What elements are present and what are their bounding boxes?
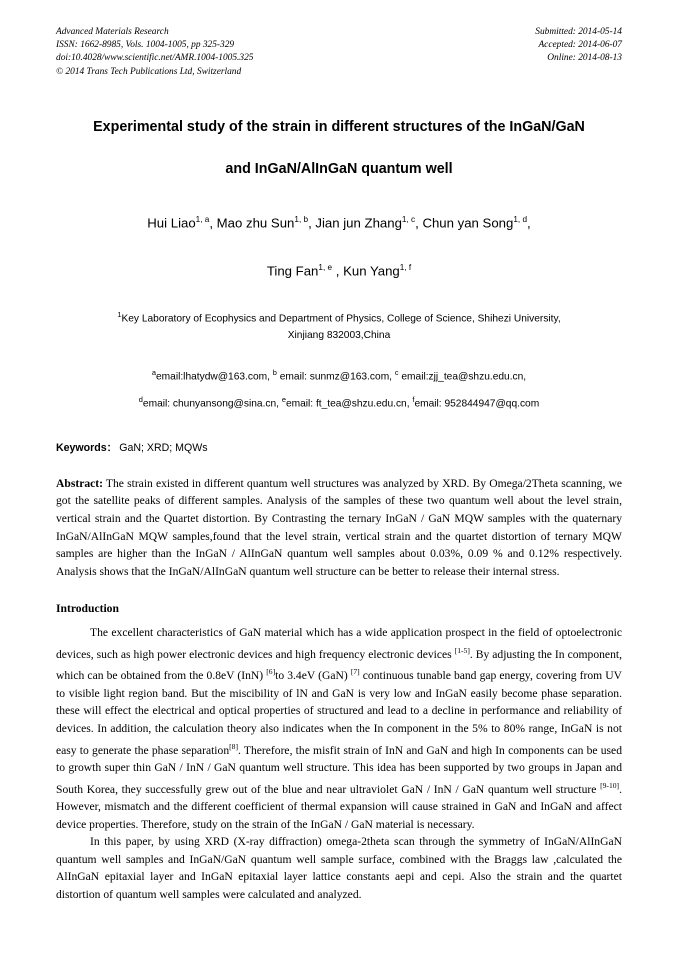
author-sep: , [527, 215, 531, 231]
author-name: Hui Liao [147, 215, 196, 231]
intro-text-d: continuous tunable band gap energy, covering from UV to visible light region band. But the miscibility of lN and GaN is very low and InGaN easily become phase separation. these will effect the electrical and optical properties of structured and lead to a decline in performance and reliability of devices. In addition, the calculation theory also indicates when the In component in the 5% to 80% range, InGaN is not easy to generate the phase separation [56, 669, 622, 757]
email-line-1 [56, 361, 622, 388]
author-name: Chun yan Song [422, 215, 514, 231]
keywords-label: Keywords： [56, 441, 118, 454]
author-name: Mao zhu Sun [216, 215, 295, 231]
keywords-value: GaN; XRD; MQWs [119, 441, 208, 454]
author-sup: 1, a [195, 214, 210, 224]
author-sep: , [209, 215, 217, 231]
citation-ref: [6] [266, 667, 276, 677]
affiliation-line-1 [56, 306, 622, 327]
title-line-2: and InGaN/AlInGaN quantum well [225, 160, 453, 177]
email-marker: b [272, 367, 277, 377]
doi-line: doi:10.4028/www.scientific.net/AMR.1004-1005.325 [56, 53, 254, 64]
issn-line: ISSN: 1662-8985, Vols. 1004-1005, pp 325-329 [56, 40, 235, 51]
author-sep: , [332, 263, 344, 279]
paper-title [56, 117, 622, 180]
abstract-section [56, 475, 622, 581]
author-row-2 [56, 258, 622, 281]
email-address: email: 952844947@qq.com [414, 398, 540, 410]
header-left [56, 26, 253, 79]
introduction-heading: Introduction [56, 602, 119, 616]
author-list [56, 210, 622, 282]
copyright-line: © 2014 Trans Tech Publications Ltd, Switzerland [56, 66, 242, 77]
intro-text-b: . By adjusting the In component, which can be obtained from the 0.8eV (InN) [56, 647, 622, 683]
email-address: email: ft_tea@shzu.edu.cn, [285, 398, 413, 410]
email-line-2 [56, 388, 622, 415]
intro-text-f: . However, mismatch and the different coefficient of thermal expansion will cause strained in GaN and InGaN and affect device properties. Therefore, study on the strain of the InGaN / GaN material is necessary. [56, 782, 622, 831]
introduction-paragraph-1 [56, 624, 622, 833]
author-sup: 1, c [401, 214, 416, 224]
email-address: email:zjj_tea@shzu.edu.cn, [398, 371, 527, 383]
affiliation-line-2: Xinjiang 832003,China [287, 329, 391, 341]
affiliation-text-1: Key Laboratory of Ecophysics and Department of Physics, College of Science, Shihezi University, [121, 312, 561, 324]
abstract-label: Abstract: [56, 476, 104, 490]
keywords-section [56, 440, 622, 455]
author-sup: 1, f [399, 263, 412, 273]
intro-text-a: The excellent characteristics of GaN material which has a wide application prospect in the field of optoelectronic devices, such as high power electronic devices and high frequency electronic devices [56, 626, 622, 661]
page-header [56, 26, 622, 79]
intro-text-c: to 3.4eV (GaN) [275, 669, 351, 683]
introduction-paragraph-2: In this paper, by using XRD (X-ray diffraction) omega-2theta scan through the symmetry of InGaN/AlInGaN quantum well samples and InGaN/GaN quantum well sample surface, combined with the Braggs law ,calculated the AlInGaN epitaxial layer and InGaN epitaxial layer lattice constants aepi and cepi. Also the strain and the quartet distortion of quantum well samples were calculated and analyzed. [56, 835, 622, 902]
author-sup: 1, e [318, 263, 333, 273]
affiliation [56, 306, 622, 344]
intro-text-e: . Therefore, the misfit strain of InN and GaN and high In components can be used to growth super thin GaN / InN / GaN quantum well structure. This idea has been supported by two groups in Japan and South Korea, they successfully grew out of the blue and near ultraviolet GaN / InN / GaN quantum well structure [56, 743, 622, 796]
submitted-date: Submitted: 2014-05-14 [535, 27, 622, 37]
accepted-date: Accepted: 2014-06-07 [538, 40, 622, 51]
affiliation-marker: 1 [117, 309, 122, 319]
title-line-1: Experimental study of the strain in different structures of the InGaN/GaN [93, 118, 585, 135]
author-name: Ting Fan [266, 263, 319, 279]
online-date: Online: 2014-08-13 [547, 53, 622, 64]
citation-ref: [9-10] [600, 780, 620, 790]
author-row-1 [56, 210, 622, 233]
email-address: email: chunyansong@sina.cn, [142, 398, 282, 410]
citation-ref: [8] [229, 741, 238, 751]
author-sep: , [415, 215, 423, 231]
author-sup: 1, d [513, 214, 528, 224]
email-address: email:lhatydw@163.com, [156, 371, 273, 383]
author-sup: 1, b [294, 214, 309, 224]
email-list [56, 361, 622, 416]
email-marker: d [138, 395, 143, 405]
email-marker: e [281, 395, 286, 405]
abstract-text: The strain existed in different quantum well structures was analyzed by XRD. By Omega/2Theta scanning, we got the satellite peaks of different samples. Analysis of the samples of these two quantum well about the level strain, vertical strain and the Quartet distortion. By Contrasting the ternary InGaN / GaN MQW samples with the quaternary InGaN/AlInGaN MQW samples,found that the level strain, vertical strain and the quartet distortion of ternary MQW samples are higher than the InGaN / AlInGaN quantum well samples about 0.03%, 0.09 % and 0.12% respectively. Analysis shows that the InGaN/AlInGaN quantum well structure can be better to release their internal stress. [56, 476, 622, 578]
email-address: email: sunmz@163.com, [276, 371, 395, 383]
header-right [535, 26, 622, 79]
journal-name: Advanced Materials Research [56, 27, 169, 37]
author-name: Kun Yang [343, 263, 400, 279]
author-name: Jian jun Zhang [315, 215, 402, 231]
citation-ref: [1-5] [454, 645, 470, 655]
email-marker: f [412, 395, 415, 405]
author-sep: , [308, 215, 316, 231]
email-marker: a [151, 367, 156, 377]
email-marker: c [394, 367, 399, 377]
citation-ref: [7] [350, 667, 360, 677]
